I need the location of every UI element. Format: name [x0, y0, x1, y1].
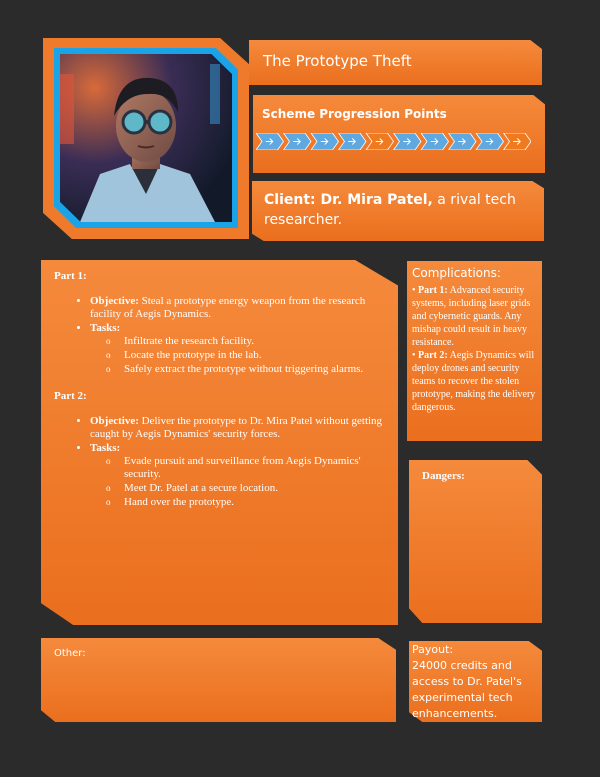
part2-objective: • Objective: Deliver the prototype to Dr. Mira Patel without getting caught by Aegis Dynamics' security forces. — [90, 415, 384, 441]
part2-task: o Meet Dr. Patel at a secure location. — [124, 482, 384, 495]
bullet-icon: • — [412, 285, 416, 296]
part2-task: o Hand over the prototype. — [124, 496, 384, 509]
part1-task: o Safely extract the prototype without triggering alarms. — [124, 363, 384, 376]
payout-text: 24000 credits and access to Dr. Patel's experimental tech enhancements. — [412, 659, 522, 720]
parts-content — [54, 270, 384, 523]
complication-part2: • Part 2: Aegis Dynamics will deploy drones and security teams to recover the stolen prototype, making the delivery dangerous. — [412, 350, 536, 413]
other-panel — [41, 638, 396, 722]
part1-objective: • Objective: Steal a prototype energy weapon from the research facility of Aegis Dynamics. — [90, 295, 384, 321]
client-label: Client: Dr. Mira Patel, — [264, 192, 433, 208]
part2-heading: Part 2: — [54, 390, 87, 402]
progress-bar — [256, 133, 531, 150]
complications-content — [412, 284, 538, 414]
client-description: a rival tech researcher. — [264, 192, 516, 228]
page-title: The Prototype Theft — [263, 52, 412, 70]
progress-label: Scheme Progression Points — [262, 107, 447, 121]
payout-title: Payout: — [412, 643, 454, 656]
part2-task: o Evade pursuit and surveillance from Aegis Dynamics' security. — [124, 455, 384, 481]
dangers-panel — [409, 460, 542, 623]
dangers-label: Dangers: — [422, 470, 465, 482]
part1-task: o Infiltrate the research facility. — [124, 335, 384, 348]
other-label: Other: — [54, 648, 86, 659]
client-info — [264, 190, 534, 230]
part1-heading: Part 1: — [54, 270, 87, 282]
part2-tasks: • Tasks: o Evade pursuit and surveillance from Aegis Dynamics' security. o Meet Dr. Patel at a secure location. o Hand over the prototype. — [90, 442, 384, 509]
part1-task: o Locate the prototype in the lab. — [124, 349, 384, 362]
complication-part1: • Part 1: Advanced security systems, including laser grids and cybernetic guards. Any mishap could result in heavy resistance. — [412, 285, 531, 348]
character-portrait — [60, 54, 232, 222]
bullet-icon: • — [412, 350, 416, 361]
part1-tasks: • Tasks: o Infiltrate the research facility. o Locate the prototype in the lab. o Safely extract the prototype without triggering alarms. — [90, 322, 384, 376]
complications-title: Complications: — [412, 266, 501, 280]
